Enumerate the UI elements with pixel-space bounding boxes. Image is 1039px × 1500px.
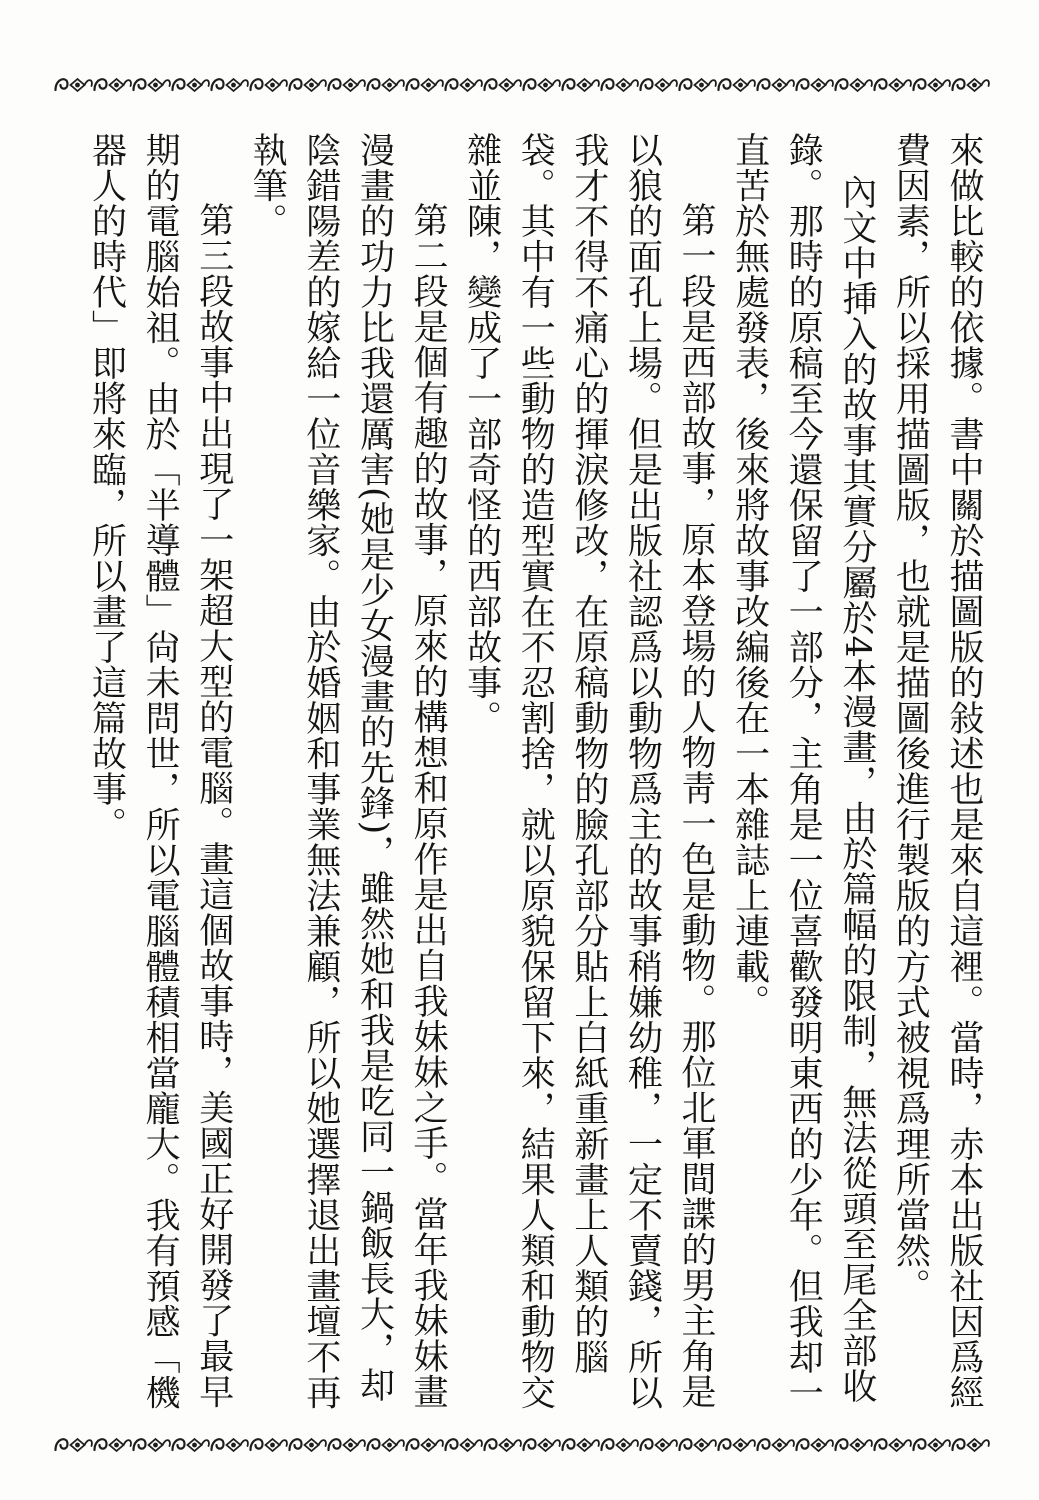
scroll-motif bbox=[251, 1439, 287, 1451]
scroll-motif bbox=[173, 79, 209, 91]
scroll-ornament-icon bbox=[52, 1428, 992, 1462]
scroll-motif bbox=[485, 1439, 521, 1451]
paragraph-2: 內文中挿入的故事其實分屬於4本漫畫，由於篇幅的限制，無法從頭至尾全部收錄。那時的原稿至今還保留了一部分，主角是一位喜歡發明東西的少年。但我却一直苦於無處發表，後來將故事改編後在一本雜誌上連載。 bbox=[729, 132, 877, 1410]
scroll-motif bbox=[641, 1439, 677, 1451]
scroll-motif bbox=[407, 1439, 443, 1451]
scroll-motif bbox=[212, 79, 248, 91]
scroll-motif bbox=[329, 1439, 365, 1451]
scroll-motif bbox=[836, 79, 872, 91]
scroll-motif bbox=[680, 79, 716, 91]
scroll-motif bbox=[329, 79, 365, 91]
scroll-motif bbox=[446, 1439, 482, 1451]
vertical-text-body bbox=[28, 132, 990, 1414]
scroll-motif bbox=[212, 1439, 248, 1451]
scroll-motif bbox=[836, 1439, 872, 1451]
scroll-motif bbox=[758, 79, 794, 91]
scroll-motif bbox=[641, 79, 677, 91]
scroll-motif bbox=[524, 1439, 560, 1451]
scroll-motif bbox=[875, 79, 911, 91]
scroll-motif bbox=[797, 79, 833, 91]
paragraph-5: 第三段故事中出現了一架超大型的電腦。畫這個故事時，美國正好開發了最早期的電腦始祖。由於「半導體」尙未問世，所以電腦體積相當龐大。我有預感「機器人的時代」即將來臨，所以畫了這篇故事。 bbox=[86, 132, 234, 1410]
paragraph-1: 來做比較的依據。書中關於描圖版的敍述也是來自這裡。當時，赤本出版社因爲經費因素，所以採用描圖版，也就是描圖後進行製版的方式被視爲理所當然。 bbox=[890, 132, 984, 1410]
paragraph-3: 第一段是西部故事，原本登場的人物靑一色是動物。那位北軍間諜的男主角是以狼的面孔上場。但是出版社認爲以動物爲主的故事稍嫌幼稚，一定不賣錢，所以我才不得不痛心的揮淚修改，在原稿動物的臉孔部分貼上白紙重新畫上人類的腦袋。其中有一些動物的造型實在不忍割捨，就以原貌保留下來，結果人類和動物交雜並陳，變成了一部奇怪的西部故事。 bbox=[461, 132, 717, 1410]
scroll-motif bbox=[563, 79, 599, 91]
ornamental-border-bottom bbox=[52, 1428, 992, 1462]
scroll-motif bbox=[173, 1439, 209, 1451]
scroll-ornament-icon bbox=[52, 68, 992, 102]
scroll-motif bbox=[953, 79, 989, 91]
scroll-motif bbox=[56, 79, 92, 91]
scroll-motif bbox=[290, 1439, 326, 1451]
scroll-motif bbox=[875, 1439, 911, 1451]
scroll-motif bbox=[758, 1439, 794, 1451]
scroll-motif bbox=[563, 1439, 599, 1451]
scroll-motif bbox=[953, 1439, 989, 1451]
scroll-motif bbox=[680, 1439, 716, 1451]
scroll-motif bbox=[56, 1439, 92, 1451]
scroll-motif bbox=[524, 79, 560, 91]
scroll-motif bbox=[134, 79, 170, 91]
scroll-motif bbox=[485, 79, 521, 91]
paragraph-4: 第二段是個有趣的故事，原來的構想和原作是出自我妹妹之手。當年我妹妹畫漫畫的功力比我還厲害(她是少女漫畫的先鋒)，雖然她和我是吃同一鍋飯長大，却陰錯陽差的嫁給一位音樂家。由於婚姻和事業無法兼顧，所以她選擇退出畫壇不再執筆。 bbox=[247, 132, 449, 1410]
scroll-motif bbox=[407, 79, 443, 91]
scroll-motif bbox=[368, 1439, 404, 1451]
scroll-motif bbox=[368, 79, 404, 91]
scroll-motif bbox=[914, 79, 950, 91]
scroll-motif bbox=[446, 79, 482, 91]
ornamental-border-top bbox=[52, 68, 992, 102]
scroll-motif bbox=[719, 1439, 755, 1451]
scroll-motif bbox=[290, 79, 326, 91]
scroll-motif bbox=[251, 79, 287, 91]
scroll-motif bbox=[602, 1439, 638, 1451]
scroll-motif bbox=[95, 1439, 131, 1451]
scroll-motif bbox=[134, 1439, 170, 1451]
scroll-motif bbox=[95, 79, 131, 91]
scroll-motif bbox=[797, 1439, 833, 1451]
scroll-motif bbox=[602, 79, 638, 91]
scroll-motif bbox=[719, 79, 755, 91]
scroll-motif bbox=[914, 1439, 950, 1451]
